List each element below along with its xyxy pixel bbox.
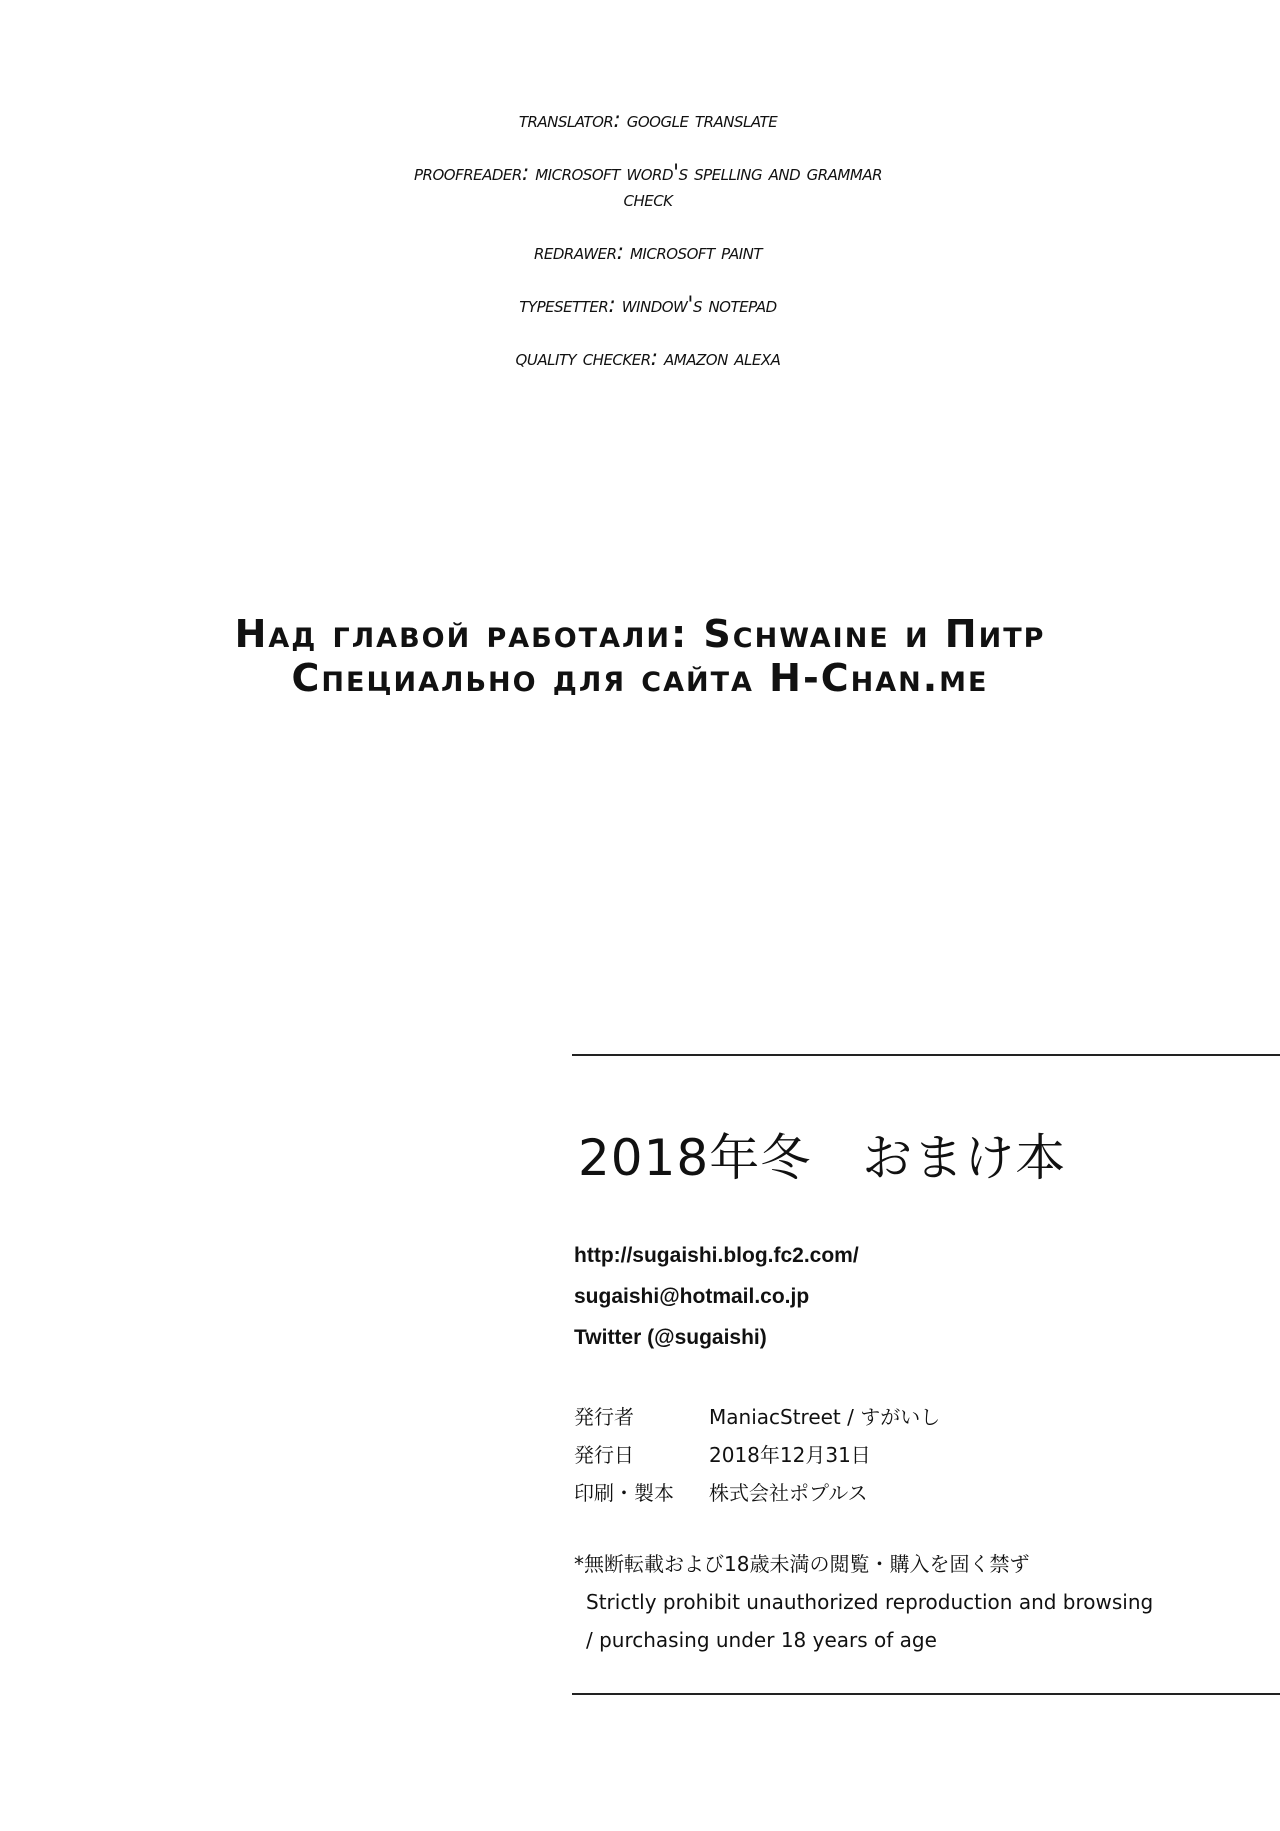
notice-japanese: *無断転載および18歳未満の閲覧・購入を固く禁ず: [574, 1552, 1030, 1576]
date-label: 発行日: [574, 1443, 634, 1467]
blog-url: http://sugaishi.blog.fc2.com/: [574, 1244, 859, 1267]
printer-value: 株式会社ポプルス: [709, 1481, 868, 1505]
russian-line-1: Над главой работали: Schwaine и Питр: [234, 612, 1046, 656]
twitter-handle: Twitter (@sugaishi): [574, 1326, 767, 1349]
credit-proofreader: proofreader: microsoft word's spelling and grammar check: [414, 161, 882, 212]
contact-block: [574, 1235, 859, 1358]
legal-notice: [574, 1545, 1153, 1659]
credit-redrawer: redrawer: microsoft paint: [533, 240, 763, 265]
bottom-divider: [572, 1693, 1280, 1695]
email-address: sugaishi@hotmail.co.jp: [574, 1285, 810, 1308]
notice-english-1: Strictly prohibit unauthorized reproduction and browsing: [586, 1590, 1154, 1614]
publisher-label: 発行者: [574, 1405, 634, 1429]
publisher-row: [574, 1398, 940, 1436]
date-value: 2018年12月31日: [709, 1443, 871, 1467]
publisher-value: ManiacStreet / すがいし: [709, 1405, 941, 1429]
date-row: [574, 1436, 940, 1474]
publication-info: [574, 1398, 940, 1512]
credit-quality-checker: quality checker: amazon alexa: [515, 346, 781, 371]
printer-row: [574, 1474, 940, 1512]
credit-typesetter: typesetter: window's notepad: [519, 293, 777, 318]
book-title: 2018年冬 おまけ本: [578, 1129, 1067, 1187]
credit-translator: translator: google translate: [518, 108, 778, 133]
credits-block: [0, 108, 1280, 399]
notice-english-2: / purchasing under 18 years of age: [586, 1628, 937, 1652]
top-divider: [572, 1054, 1280, 1056]
russian-line-2: Специально для сайта H-Chan.me: [291, 656, 989, 700]
russian-credit: [0, 612, 1280, 700]
printer-label: 印刷・製本: [574, 1481, 674, 1505]
